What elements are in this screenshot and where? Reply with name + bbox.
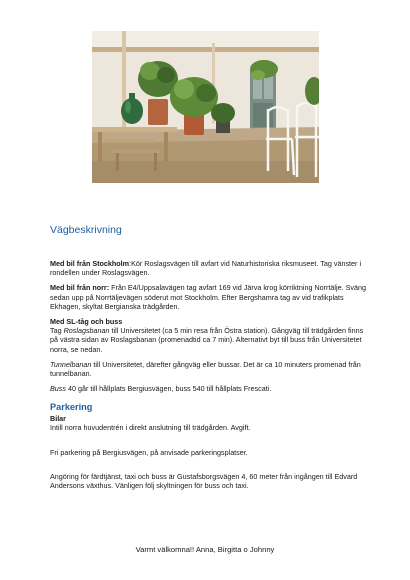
car-from-north-text: Från E4/Uppsalavägen tag avfart 169 vid Järva krog körriktning Norrtälje. Sväng sedan upp på Norrtäljevägen söderut mot Stockholm. Efter Bergshamra tag av vid trafikplats Ekhagen, skyltat Bergianska trädgården. — [50, 283, 366, 311]
car-from-north — [50, 283, 368, 311]
subway-line-name: Tunnelbanan — [50, 359, 92, 369]
train-line-name: Roslagsbanan — [63, 326, 110, 336]
car-from-stockholm-label: Med bil från Stockholm — [50, 259, 130, 268]
parking-cars-label: Bilar — [50, 414, 66, 424]
page-title: Vägbeskrivning — [50, 224, 122, 236]
subway-text: till Universitetet, därefter gångväg eller bussar. Det är ca 10 minuters promenad från tunnelbanan. — [50, 359, 361, 379]
garden-patio-photo — [92, 31, 319, 183]
car-from-north-label: Med bil från norr: — [50, 283, 110, 293]
train-and-bus — [50, 317, 368, 354]
train-prefix: Tag — [50, 326, 64, 336]
subway-info — [50, 360, 368, 378]
parking-free-text: Fri parkering på Bergiusvägen, på anvisade parkeringsplatser. — [50, 447, 248, 457]
train-and-bus-label: Med SL-tåg och buss — [50, 317, 123, 327]
directions-content — [50, 224, 368, 496]
bus-line-name: Buss — [50, 384, 66, 394]
bus-text: 40 går till hållplats Bergiusvägen, buss 540 till hållplats Frescati. — [65, 384, 272, 394]
train-text: till Universitetet (ca 5 min resa från Östra station). Gångväg till trädgården finns på västra sidan av Roslagsbanan (promenadtid ca 7 min). Alternativt byt till buss från Universitetet norra, se nedan. — [50, 326, 364, 354]
parking-cars-text: Intill norra huvudentrén i direkt anslutning till trädgården. Avgift. — [50, 423, 251, 433]
parking-title: Parkering — [50, 402, 93, 413]
footer-greeting: Varmt välkomna!! Anna, Birgitta o Johnny — [135, 545, 275, 554]
car-from-stockholm-text: :Kör Roslagsvägen till avfart vid Naturhistoriska riksmuseet. Tag vänster i rondellen under Roslagsvägen. — [50, 259, 362, 278]
parking-dropoff-text: Angöring för färdtjänst, taxi och buss är Gustafsborgsvägen 4, 60 meter från ingången till Edvard Andersons växthus. Vänligen följ skyltningen för buss och taxi. — [50, 471, 358, 491]
bus-info — [50, 384, 368, 393]
car-from-stockholm — [50, 259, 368, 277]
